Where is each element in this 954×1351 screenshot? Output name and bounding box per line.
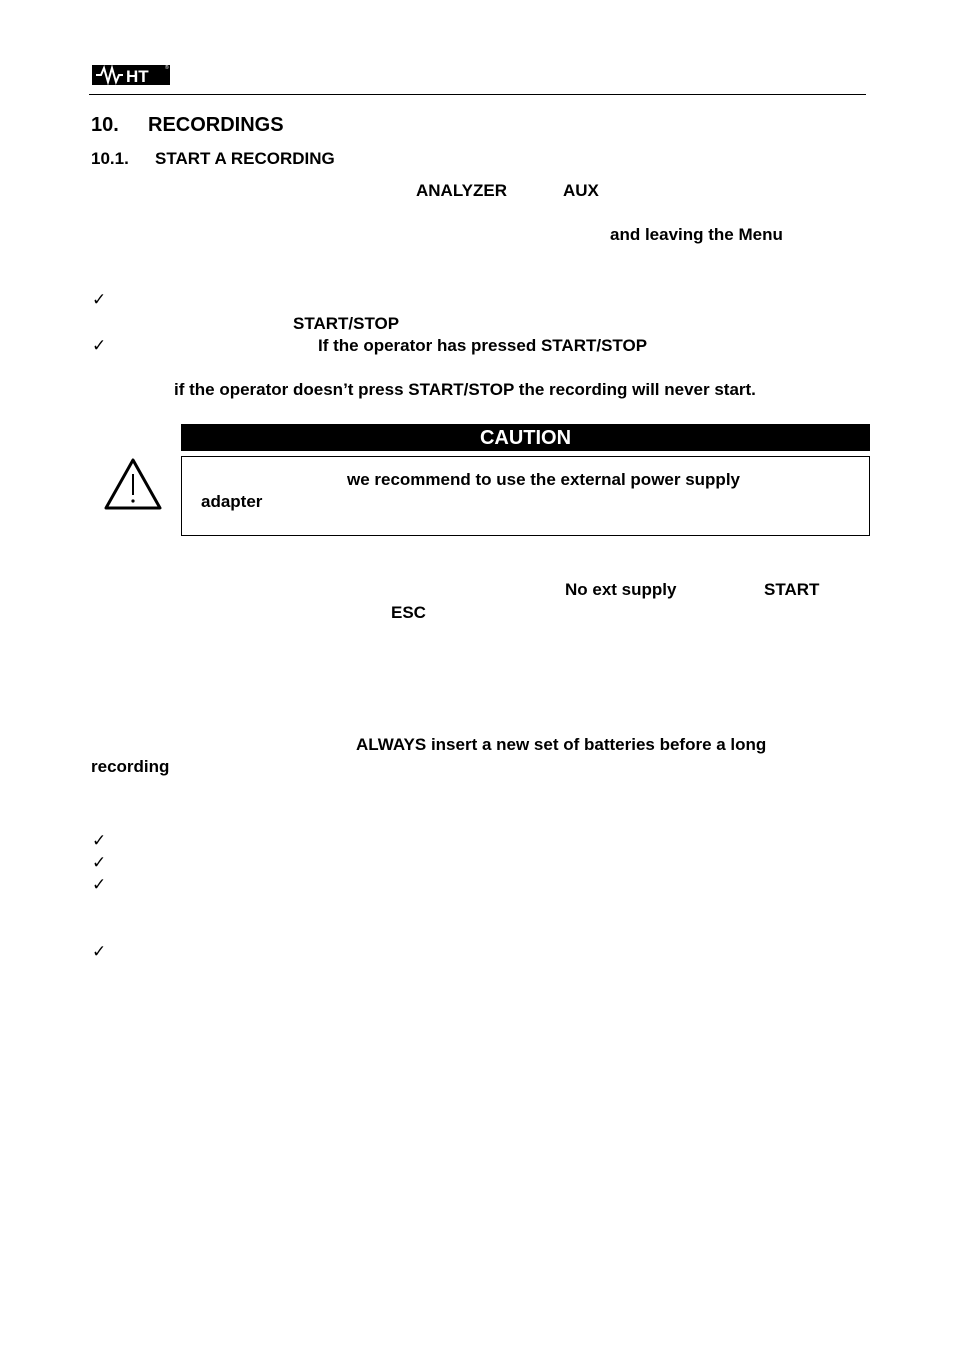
warning-triangle-icon bbox=[103, 457, 163, 511]
text-if-not-pressed: if the operator doesn’t press START/STOP the recording will never start. bbox=[174, 380, 756, 399]
check-mark-6: ✓ bbox=[92, 942, 107, 961]
ht-logo bbox=[92, 62, 172, 88]
subsection-title: START A RECORDING bbox=[155, 149, 335, 168]
caution-title: CAUTION bbox=[181, 424, 870, 451]
section-title: RECORDINGS bbox=[148, 114, 284, 136]
check-mark-4: ✓ bbox=[92, 853, 107, 872]
text-leaving-menu: and leaving the Menu bbox=[610, 225, 783, 244]
text-no-ext-supply: No ext supply bbox=[565, 580, 677, 599]
text-esc: ESC bbox=[391, 603, 426, 622]
text-always-insert: ALWAYS insert a new set of batteries before a long bbox=[356, 735, 767, 754]
text-start: START bbox=[764, 580, 820, 599]
check-mark-5: ✓ bbox=[92, 875, 107, 894]
text-aux: AUX bbox=[563, 181, 599, 200]
svg-text:®: ® bbox=[165, 65, 169, 71]
section-number: 10. bbox=[91, 114, 119, 136]
caution-line-2: adapter bbox=[201, 492, 263, 511]
text-recording: recording bbox=[91, 757, 170, 776]
caution-line-1: we recommend to use the external power supply bbox=[347, 470, 740, 489]
text-if-pressed: If the operator has pressed START/STOP bbox=[318, 336, 648, 355]
text-analyzer: ANALYZER bbox=[416, 181, 507, 200]
check-mark-3: ✓ bbox=[92, 831, 107, 850]
caution-box bbox=[181, 456, 870, 536]
subsection-number: 10.1. bbox=[91, 149, 129, 168]
logo-text: HT bbox=[126, 67, 149, 86]
check-mark-2: ✓ bbox=[92, 336, 107, 355]
check-mark-1: ✓ bbox=[92, 290, 107, 309]
text-start-stop: START/STOP bbox=[293, 314, 400, 333]
header-rule bbox=[89, 94, 866, 95]
